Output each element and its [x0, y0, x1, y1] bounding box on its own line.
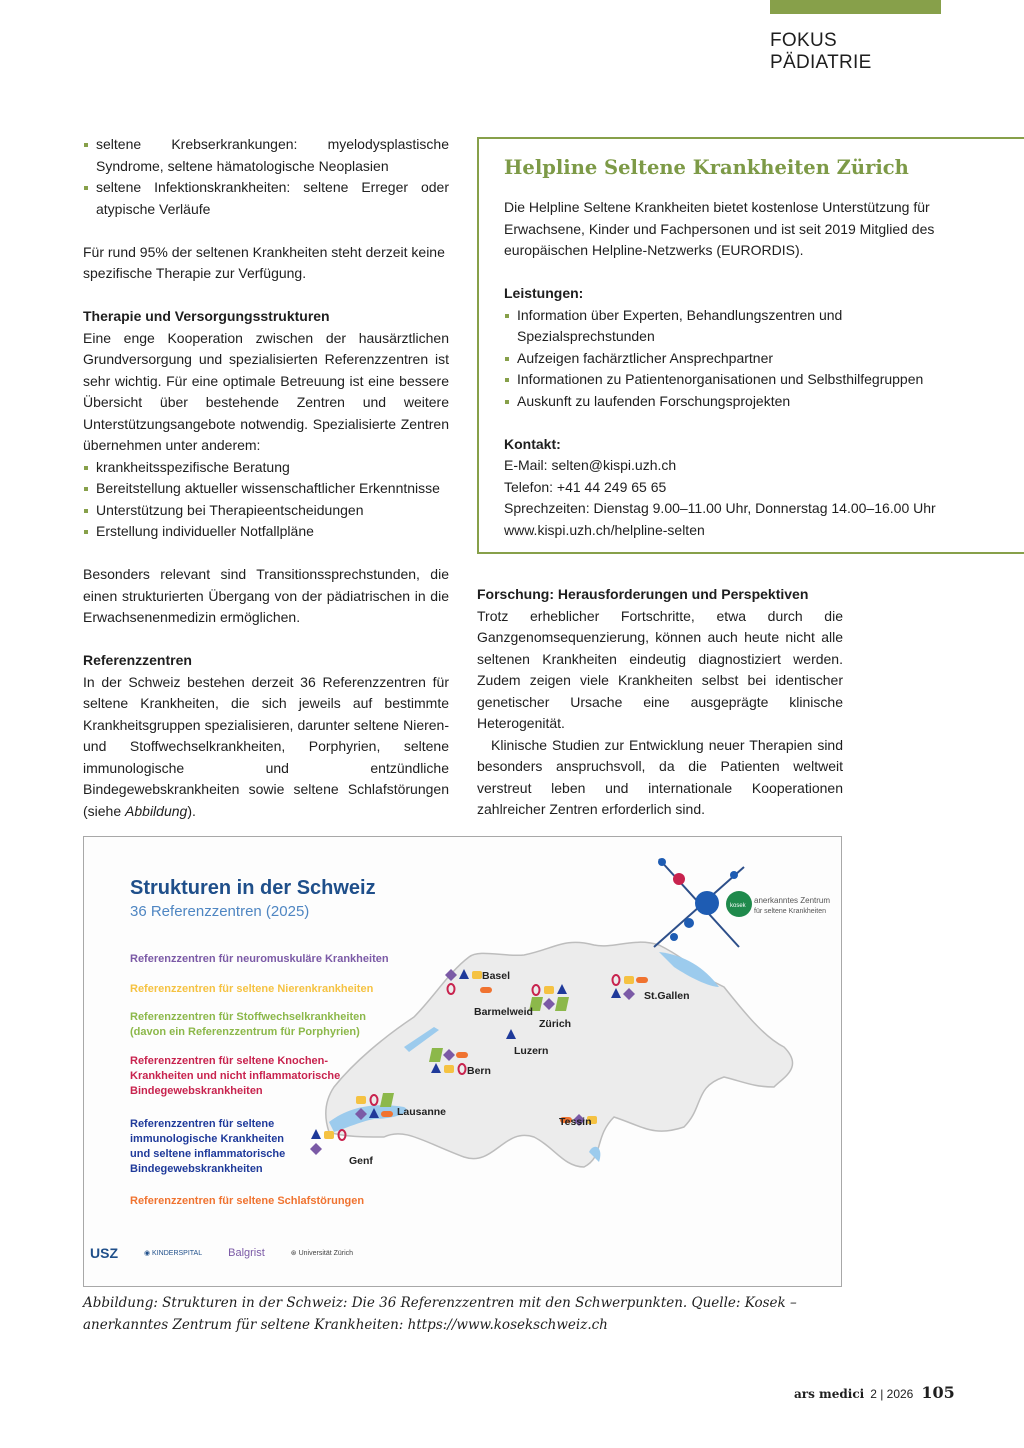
legend-entry	[130, 1117, 285, 1177]
list-item: Informationen zu Patientenorganisationen und Selbsthilfegruppen	[504, 369, 944, 391]
helpline-intro: Die Helpline Seltene Krankheiten bietet kostenlose Unterstützung für Erwachsene, Kinder und Fachpersonen und ist seit 2019 Mitglied des europäischen Helpline-Netzwerks (EURORDIS).	[504, 199, 935, 258]
legend-text: (davon ein Referenzzentrum für Porphyrien)	[130, 1026, 360, 1038]
list-item: Bereitstellung aktueller wissenschaftlicher Erkenntnisse	[83, 478, 449, 500]
section-color-bar	[770, 0, 941, 14]
legend-text: Bindegewebskrankheiten	[130, 1085, 263, 1097]
legend-text: und seltene inflammatorische	[130, 1148, 286, 1160]
paragraph: Trotz erheblicher Fortschritte, etwa durch die Ganzgenomsequenzierung, können auch heute nicht alle seltenen Krankheiten eindeutig diagnostiziert werden. Zudem zeigen viele Krankheiten selbst bei identischer genetischer Ursache eine ausgeprägte klinische Heterogenität.	[477, 607, 843, 731]
logo-uzh: ⊛ Universität Zürich	[290, 1250, 354, 1257]
figure-reference: Abbildung	[125, 802, 188, 819]
rounded-rect-marker	[472, 971, 482, 979]
bullet-list-therapy	[83, 457, 449, 543]
city-label: Basel	[482, 970, 511, 982]
legend-entry	[130, 1054, 340, 1099]
list-item: Aufzeigen fachärztlicher Ansprechpartner	[504, 348, 944, 370]
pill-marker	[636, 977, 648, 983]
issue-number: 2 | 2026	[870, 1387, 914, 1401]
list-item: Auskunft zu laufenden Forschungsprojekten	[504, 391, 944, 413]
page-footer	[794, 1383, 955, 1402]
legend-text: Referenzzentren für Stoffwechselkrankheiten	[130, 1011, 366, 1023]
contact-website-link[interactable]: www.kispi.uzh.ch/helpline-selten	[504, 521, 705, 538]
city-label: St.Gallen	[644, 990, 690, 1002]
contact-heading: Kontakt:	[504, 435, 561, 452]
city-label: Tessin	[559, 1116, 592, 1128]
heading-research: Forschung: Herausforderungen und Perspektiven	[477, 586, 809, 602]
figure-caption: Abbildung: Strukturen in der Schweiz: Die 36 Referenzzentren mit den Schwerpunkten. Quelle: Kosek – anerkanntes Zentrum für seltene Krankheiten: https://www.kosekschweiz.ch	[83, 1295, 797, 1333]
figure-title: Strukturen in der Schweiz	[130, 877, 376, 899]
heading-therapy: Therapie und Versorgungsstrukturen	[83, 308, 330, 324]
right-column	[477, 584, 843, 821]
list-item: Information über Experten, Behandlungszentren und Spezialsprechstunden	[504, 305, 944, 348]
city-label: Barmelweid	[474, 1006, 533, 1018]
map-outline	[326, 942, 793, 1167]
triangle-marker	[311, 1129, 321, 1139]
legend-text: immunologische Krankheiten	[130, 1133, 285, 1145]
list-item: Unterstützung bei Therapieentscheidungen	[83, 500, 449, 522]
logo-kinderspital: ◉ KINDERSPITAL	[144, 1250, 203, 1257]
paragraph: Für rund 95% der seltenen Krankheiten steht derzeit keine spezifische Therapie zur Verfügung.	[83, 243, 445, 281]
legend-entry	[130, 1010, 366, 1040]
list-item: seltene Krebserkrankungen: myelodysplastische Syndrome, seltene hämatologische Neoplasien	[83, 134, 449, 177]
diamond-marker	[310, 1143, 322, 1155]
paragraph: Besonders relevant sind Transitionssprechstunden, die einen strukturierten Übergang von der pädiatrischen in die Erwachsenenmedizin ermöglichen.	[83, 566, 449, 625]
logo-usz: USZ	[90, 1245, 118, 1261]
text: ).	[187, 802, 196, 819]
rounded-rect-marker	[324, 1131, 334, 1139]
legend-text: Referenzzentren für seltene Nierenkrankheiten	[130, 983, 374, 995]
rounded-rect-marker	[356, 1096, 366, 1104]
page-number: 105	[921, 1383, 955, 1402]
heading-referenzzentren: Referenzzentren	[83, 652, 192, 668]
legend-text: Referenzzentren für neuromuskuläre Krankheiten	[130, 953, 389, 965]
section-label: FOKUS PÄDIATRIE	[770, 30, 872, 73]
paragraph	[83, 672, 449, 823]
city-label: Bern	[467, 1065, 491, 1077]
contact-phone[interactable]: Telefon: +41 44 249 65 65	[504, 478, 667, 495]
figure-subtitle: 36 Referenzzentren (2025)	[130, 903, 310, 920]
pill-marker	[480, 987, 492, 993]
legend-entry	[130, 952, 389, 967]
legend-text: Krankheiten und nicht inflammatorische	[130, 1070, 341, 1082]
bullet-list-top	[83, 134, 449, 220]
list-item: krankheitsspezifische Beratung	[83, 457, 449, 479]
magazine-name: ars medici	[794, 1387, 865, 1401]
text: In der Schweiz bestehen derzeit 36 Referenzzentren für seltene Krankheiten, die sich jeweils auf bestimmte Krankheitsgruppen spezialisieren, darunter seltene Nieren- und Stoffwechselkrankheiten, Porphyrien, seltene immunologische und entzündliche Bindegewebskrankheiten sowie seltene Schlafstörungen (siehe	[83, 673, 449, 819]
pill-marker	[381, 1111, 393, 1117]
legend-entry	[130, 1194, 364, 1209]
helpline-title: Helpline Seltene Krankheiten Zürich	[504, 156, 909, 179]
rounded-rect-marker	[544, 986, 554, 994]
services-list	[504, 305, 944, 413]
rounded-rect-marker	[624, 976, 634, 984]
rounded-rect-marker	[444, 1065, 454, 1073]
city-label: Zürich	[539, 1018, 572, 1030]
kosek-badge: kosek	[730, 903, 746, 909]
legend-text: Referenzzentren für seltene Knochen-	[130, 1055, 329, 1067]
logo-balgrist: Balgrist	[228, 1247, 265, 1259]
legend-text: Bindegewebskrankheiten	[130, 1163, 263, 1175]
paragraph: Klinische Studien zur Entwicklung neuer Therapien sind besonders anspruchsvoll, da die Patienten weltweit verstreut leben und internationale Kooperationen zahlreicher Zentren erforderlich sind.	[477, 736, 843, 817]
legend-entry	[130, 982, 373, 997]
list-item: seltene Infektionskrankheiten: seltene Erreger oder atypische Verläufe	[83, 177, 449, 220]
helpline-box	[477, 137, 1024, 554]
contact-email[interactable]: E-Mail: selten@kispi.uzh.ch	[504, 457, 677, 473]
paragraph: Eine enge Kooperation zwischen der hausärztlichen Grundversorgung und spezialisierten Referenzzentren ist sehr wichtig. Für eine optimale Betreuung ist eine bessere Übersicht über bestehende Zentren und weitere Unterstützungsangebote notwendig. Spezialisierte Zentren übernehmen unter anderem:	[83, 329, 449, 453]
partner-logos	[90, 1245, 353, 1261]
kosek-line2: für seltene Krankheiten	[754, 908, 826, 915]
city-label: Lausanne	[397, 1106, 447, 1118]
city-label: Luzern	[514, 1045, 549, 1057]
services-heading: Leistungen:	[504, 285, 584, 301]
left-column	[83, 134, 449, 822]
pill-marker	[456, 1052, 468, 1058]
list-item: Erstellung individueller Notfallpläne	[83, 521, 449, 543]
kosek-logo	[654, 858, 830, 947]
figure-map	[83, 836, 842, 1287]
legend-text: Referenzzentren für seltene Schlafstörungen	[130, 1195, 365, 1207]
legend-text: Referenzzentren für seltene	[130, 1118, 275, 1130]
city-label: Genf	[349, 1155, 373, 1167]
kosek-line1: anerkanntes Zentrum	[754, 896, 831, 905]
contact-hours: Sprechzeiten: Dienstag 9.00–11.00 Uhr, Donnerstag 14.00–16.00 Uhr	[504, 500, 936, 516]
